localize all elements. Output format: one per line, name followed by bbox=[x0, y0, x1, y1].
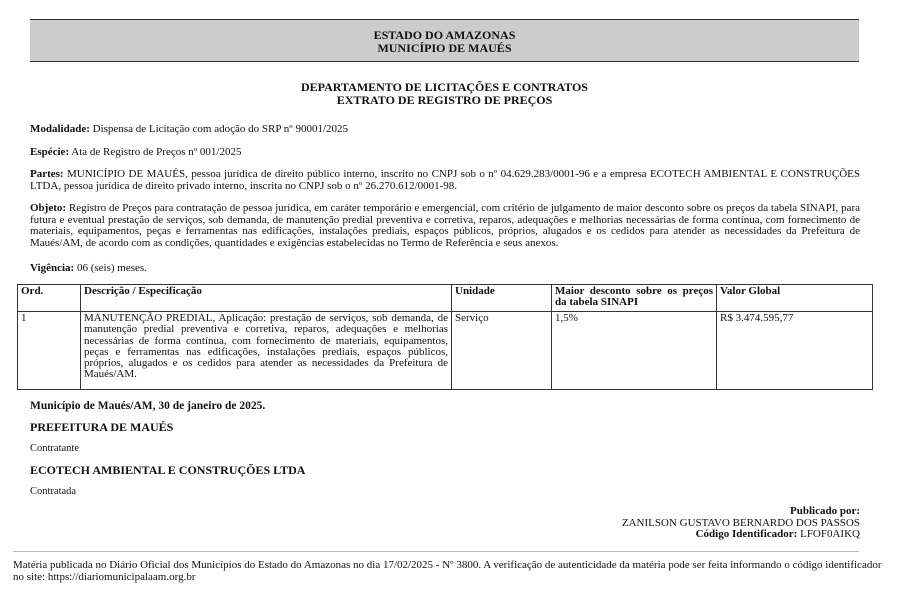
table-row bbox=[18, 312, 873, 390]
cell-desconto: 1,5% bbox=[552, 312, 717, 390]
contratada-name: ECOTECH AMBIENTAL E CONSTRUÇÕES LTDA bbox=[30, 463, 306, 477]
field-label: Vigência: bbox=[30, 262, 75, 274]
field-value: 06 (seis) meses. bbox=[74, 262, 147, 274]
column-header-descricao: Descrição / Especificação bbox=[81, 285, 452, 312]
document-header bbox=[30, 19, 859, 62]
field-value: Registro de Preços para contratação de pessoa jurídica, em caráter temporário e emergencial, com critério de julgamento de maior desconto sobre os preços da tabela SINAPI, para futura e eventual prestação de serviços, sob demanda, de manutenção predial preventiva e corretiva, reparos, adequações e melhorias necessárias de forma contínua, com fornecimento de materiais, equipamentos, peças e ferramentas nas edificações, instalações prediais, espaços públicos, próprios, alugados e os cedidos para atender as necessidades da Prefeitura de Maués/AM, de acordo com as condições, quantidades e exigências estabelecidas no Termo de Referência e seus anexos. bbox=[30, 202, 860, 249]
document-title bbox=[30, 81, 859, 107]
cell-unidade: Serviço bbox=[452, 312, 552, 390]
field-value: MUNICÍPIO DE MAUÉS, pessoa jurídica de direito público interno, inscrito no CNPJ sob o nº 04.629.283/0001-96 e a empresa ECOTECH AMBIENTAL E CONSTRUÇÕES LTDA, pessoa jurídica de direito privado interno, inscrita no CNPJ sob o nº 26.270.612/0001-98. bbox=[30, 168, 860, 192]
code-label: Código Identificador: bbox=[695, 528, 798, 540]
field-value: Ata de Registro de Preços nº 001/2025 bbox=[69, 146, 242, 158]
field-label: Espécie: bbox=[30, 146, 70, 158]
column-header-ord: Ord. bbox=[18, 285, 81, 312]
field-label: Modalidade: bbox=[30, 123, 90, 135]
field-objeto bbox=[30, 203, 860, 249]
cell-descricao: MANUTENÇÃO PREDIAL, Aplicação: prestação de serviços, sob demanda, de manutenção predial preventiva e corretiva, reparos, adequações e melhorias necessárias de forma contínua, com fornecimento de materiais, equipamentos, peças e ferramentas nas edificações, instalações prediais, espaços públicos, próprios, alugados e os cedidos para atender as necessidades da Prefeitura de Maués/AM. bbox=[81, 312, 452, 390]
items-table bbox=[17, 284, 873, 390]
column-header-unidade: Unidade bbox=[452, 285, 552, 312]
signature-date: Município de Maués/AM, 30 de janeiro de 2025. bbox=[30, 400, 266, 412]
code-value: LFOF0AIKQ bbox=[797, 528, 860, 540]
state-name: ESTADO DO AMAZONAS bbox=[373, 28, 516, 42]
cell-ord: 1 bbox=[18, 312, 81, 390]
field-modalidade bbox=[30, 124, 860, 136]
cell-valor: R$ 3.474.595,77 bbox=[717, 312, 873, 390]
column-header-desconto: Maior desconto sobre os preços da tabela SINAPI bbox=[552, 285, 717, 312]
published-by-label: Publicado por: bbox=[790, 505, 860, 517]
field-especie bbox=[30, 147, 860, 159]
field-vigencia bbox=[30, 263, 860, 275]
extract-title: EXTRATO DE REGISTRO DE PREÇOS bbox=[336, 93, 553, 107]
field-label: Objeto: bbox=[30, 202, 67, 214]
table-header-row bbox=[18, 285, 873, 312]
municipality-name: MUNICÍPIO DE MAUÉS bbox=[377, 41, 512, 55]
field-label: Partes: bbox=[30, 168, 64, 180]
field-partes bbox=[30, 169, 860, 192]
field-value: Dispensa de Licitação com adoção do SRP nº 90001/2025 bbox=[89, 123, 348, 135]
publisher-name: ZANILSON GUSTAVO BERNARDO DOS PASSOS bbox=[621, 516, 860, 529]
footer-text: Matéria publicada no Diário Oficial dos Municípios do Estado do Amazonas no dia 17/02/2025 - Nº 3800. A verificação de autenticidade da matéria pode ser feita informando o código identificador no site: https://diariomunicipalaam.org.br bbox=[13, 559, 882, 583]
contratante-name: PREFEITURA DE MAUÉS bbox=[30, 420, 174, 434]
column-header-valor: Valor Global bbox=[717, 285, 873, 312]
contratante-role: Contratante bbox=[30, 443, 79, 454]
footer-divider bbox=[13, 551, 859, 552]
contratada-role: Contratada bbox=[30, 486, 77, 497]
department-name: DEPARTAMENTO DE LICITAÇÕES E CONTRATOS bbox=[301, 80, 588, 94]
publication-info bbox=[622, 506, 860, 541]
